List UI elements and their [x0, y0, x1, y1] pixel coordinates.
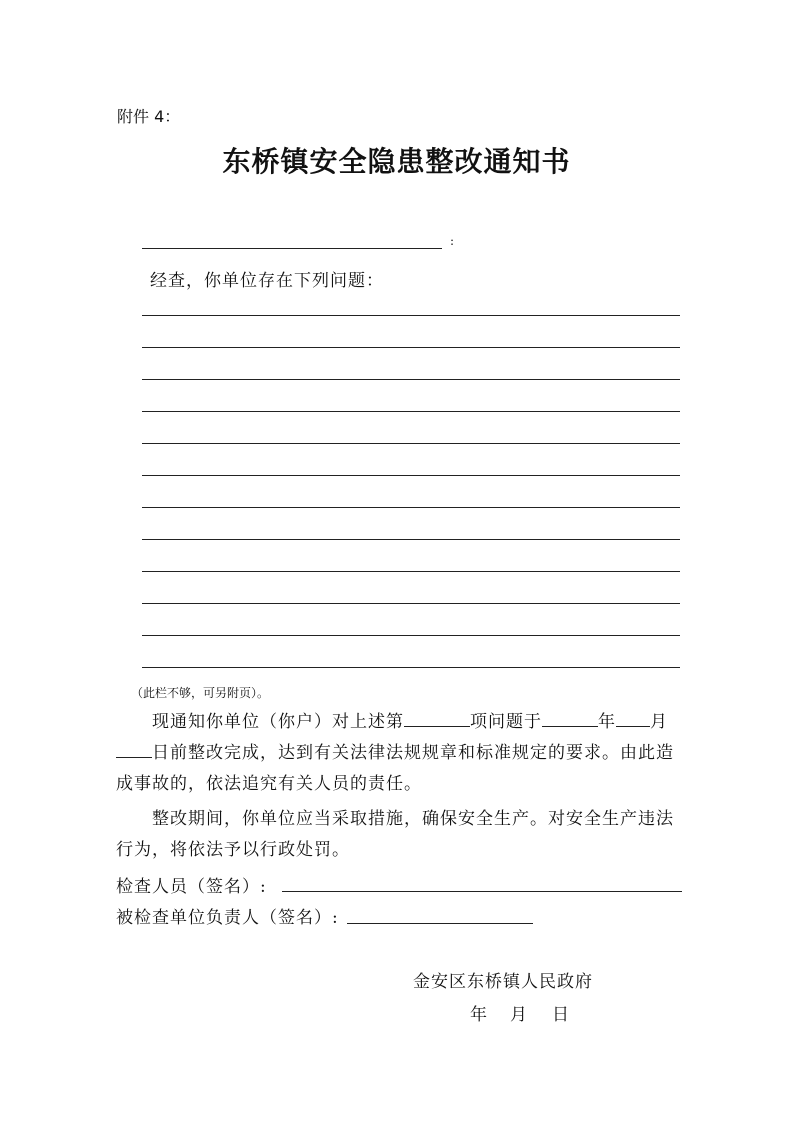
notice-text-1: 现通知你单位（你户）对上述第	[152, 712, 404, 732]
problem-line[interactable]	[142, 443, 680, 444]
notice-paragraph	[116, 707, 682, 866]
addressee-colon: :	[450, 234, 455, 248]
year-blank[interactable]	[542, 708, 598, 727]
notice-paragraph-2: 整改期间，你单位应当采取措施，确保安全生产。对安全生产违法行为，将依法予以行政处罚。	[116, 809, 674, 860]
notice-text-2: 项问题于	[470, 712, 542, 732]
problem-line[interactable]	[142, 507, 680, 508]
addressee-blank[interactable]	[142, 234, 442, 249]
notice-text-3: 日前整改完成，达到有关法律法规规章和标准规定的要求。由此造成事故的，依法追究有关人员的责任。	[116, 743, 674, 794]
document-title: 东桥镇安全隐患整改通知书	[222, 145, 571, 178]
date-month: 月	[510, 1005, 527, 1025]
date-day: 日	[552, 1005, 569, 1025]
problem-line[interactable]	[142, 667, 680, 668]
problem-line[interactable]	[142, 411, 680, 412]
problem-line[interactable]	[142, 475, 680, 476]
inspector-label: 检查人员（签名）:	[116, 877, 267, 897]
inspector-signature-line[interactable]	[282, 891, 682, 892]
month-blank[interactable]	[616, 708, 650, 727]
problem-line[interactable]	[142, 603, 680, 604]
notice-month: 月	[650, 712, 668, 732]
attachment-label: 附件 4：	[117, 107, 181, 126]
problem-line[interactable]	[142, 347, 680, 348]
responsible-label: 被检查单位负责人（签名）:	[116, 908, 339, 928]
problem-line[interactable]	[142, 539, 680, 540]
item-count-blank[interactable]	[404, 708, 470, 727]
note-text: （此栏不够，可另附页）。	[131, 686, 270, 700]
problem-line[interactable]	[142, 379, 680, 380]
issuing-government: 金安区东桥镇人民政府	[413, 972, 593, 992]
day-blank[interactable]	[116, 739, 152, 758]
date-year: 年	[470, 1005, 487, 1025]
intro-text: 经查，你单位存在下列问题：	[150, 271, 384, 291]
problem-line[interactable]	[142, 571, 680, 572]
problem-line[interactable]	[142, 635, 680, 636]
responsible-signature-line[interactable]	[347, 923, 533, 924]
notice-year: 年	[598, 712, 616, 732]
problem-line[interactable]	[142, 315, 680, 316]
